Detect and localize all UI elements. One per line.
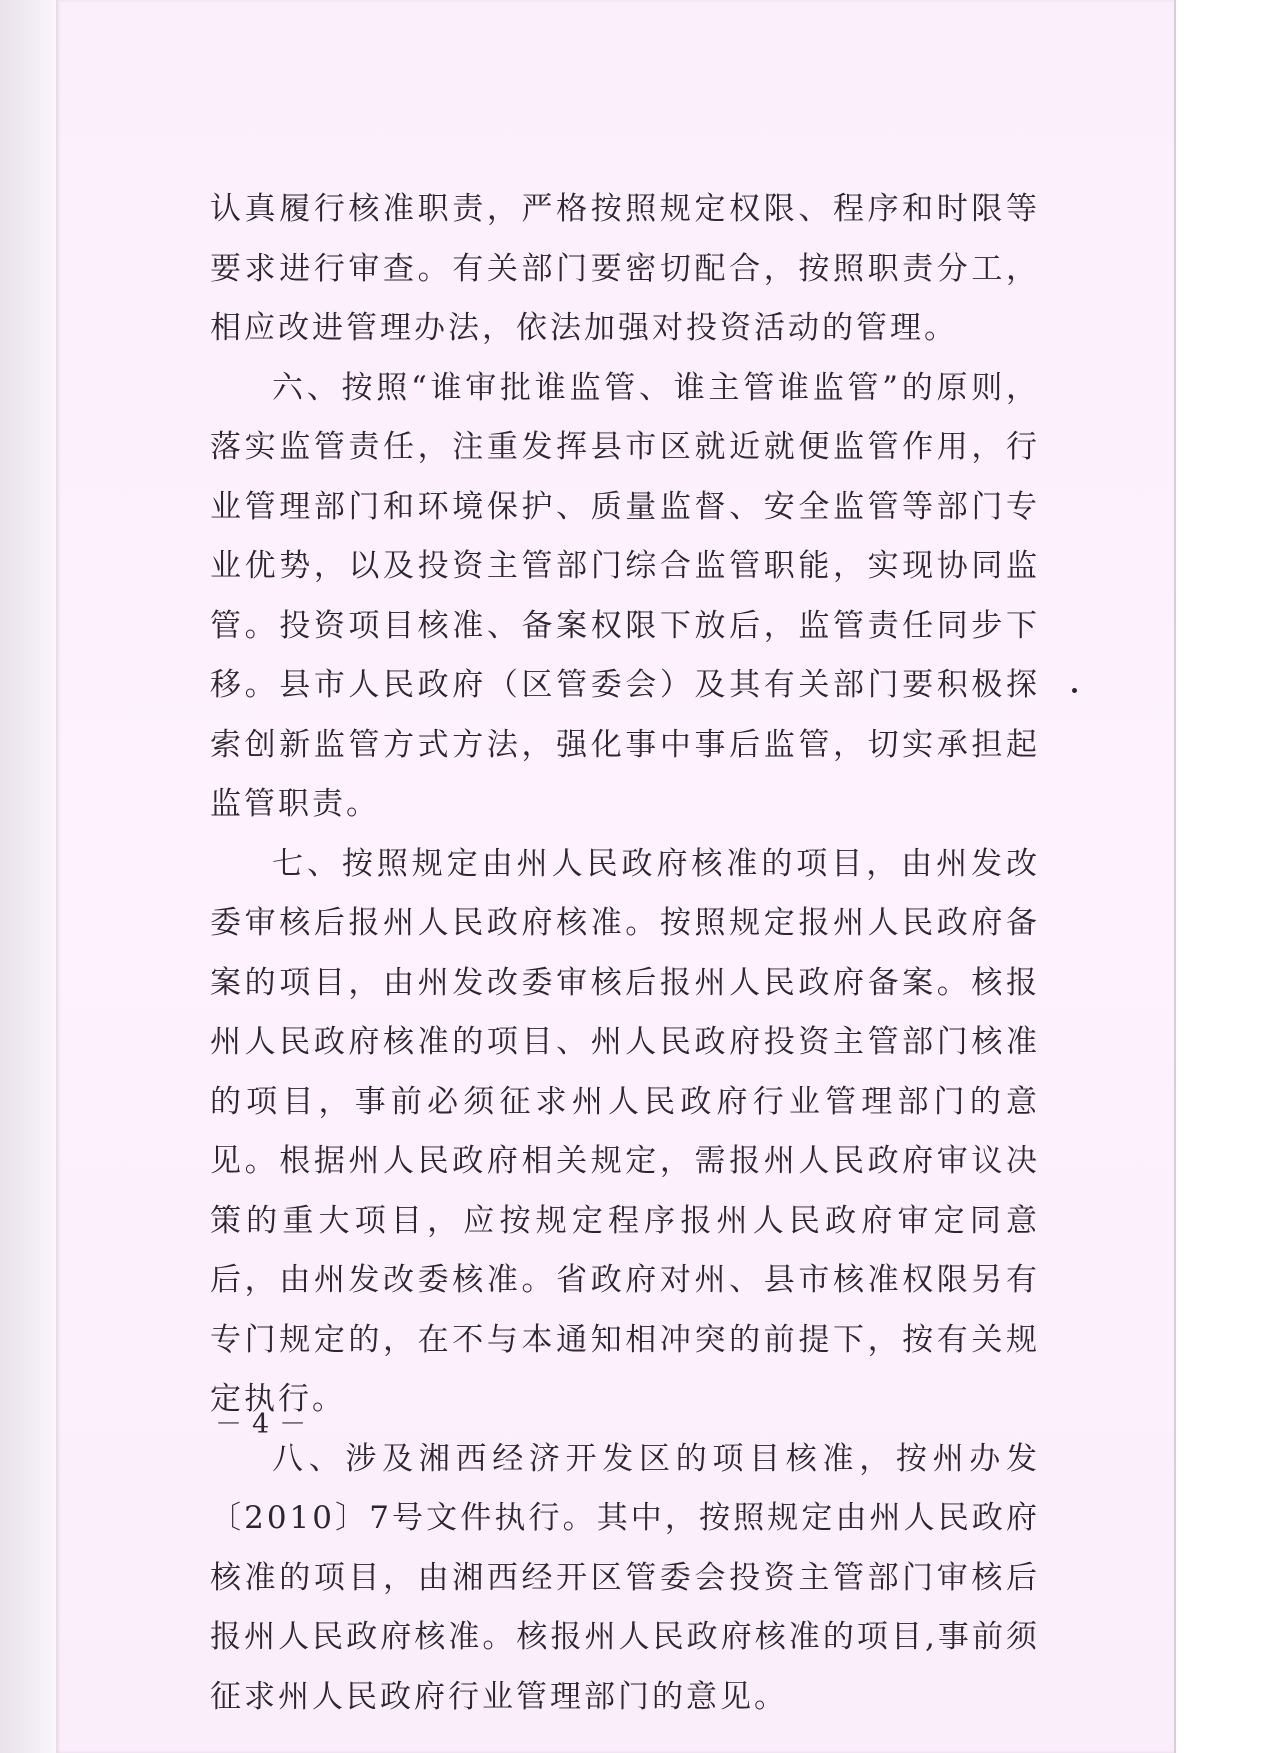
paragraph-item-8: 八、涉及湘西经济开发区的项目核准，按州办发〔2010〕7号文件执行。其中，按照规定由州人民政府核准的项目，由湘西经开区管委会投资主管部门审核后报州人民政府核准。核报州人民政府核准的项目,事前须征求州人民政府行业管理部门的意见。 <box>210 1440 1040 1715</box>
paragraph-continuation: 认真履行核准职责，严格按照规定权限、程序和时限等要求进行审查。有关部门要密切配合，按照职责分工，相应改进管理办法，依法加强对投资活动的管理。 <box>210 191 1040 346</box>
paragraph-item-7: 七、按照规定由州人民政府核准的项目，由州发改委审核后报州人民政府核准。按照规定报州人民政府备案的项目，由州发改委审核后报州人民政府备案。核报州人民政府核准的项目、州人民政府投资主管部门核准的项目，事前必须征求州人民政府行业管理部门的意见。根据州人民政府相关规定，需报州人民政府审议决策的重大项目，应按规定程序报州人民政府审定同意后，由州发改委核准。省政府对州、县市核准权限另有专门规定的，在不与本通知相冲突的前提下，按有关规定执行。 <box>210 845 1040 1417</box>
document-body <box>210 180 1040 1727</box>
scan-right-margin <box>1174 0 1275 1753</box>
scan-left-margin <box>0 0 56 1753</box>
paragraph-item-6: 六、按照“谁审批谁监管、谁主管谁监管”的原则，落实监管责任，注重发挥县市区就近就便监管作用，行业管理部门和环境保护、质量监督、安全监管等部门专业优势，以及投资主管部门综合监管职能，实现协同监管。投资项目核准、备案权限下放后，监管责任同步下移。县市人民政府（区管委会）及其有关部门要积极探索创新监管方式方法，强化事中事后监管，切实承担起监管职责。 <box>210 369 1040 822</box>
scan-speck <box>1072 688 1077 693</box>
page-number: －4－ <box>215 1409 317 1440</box>
